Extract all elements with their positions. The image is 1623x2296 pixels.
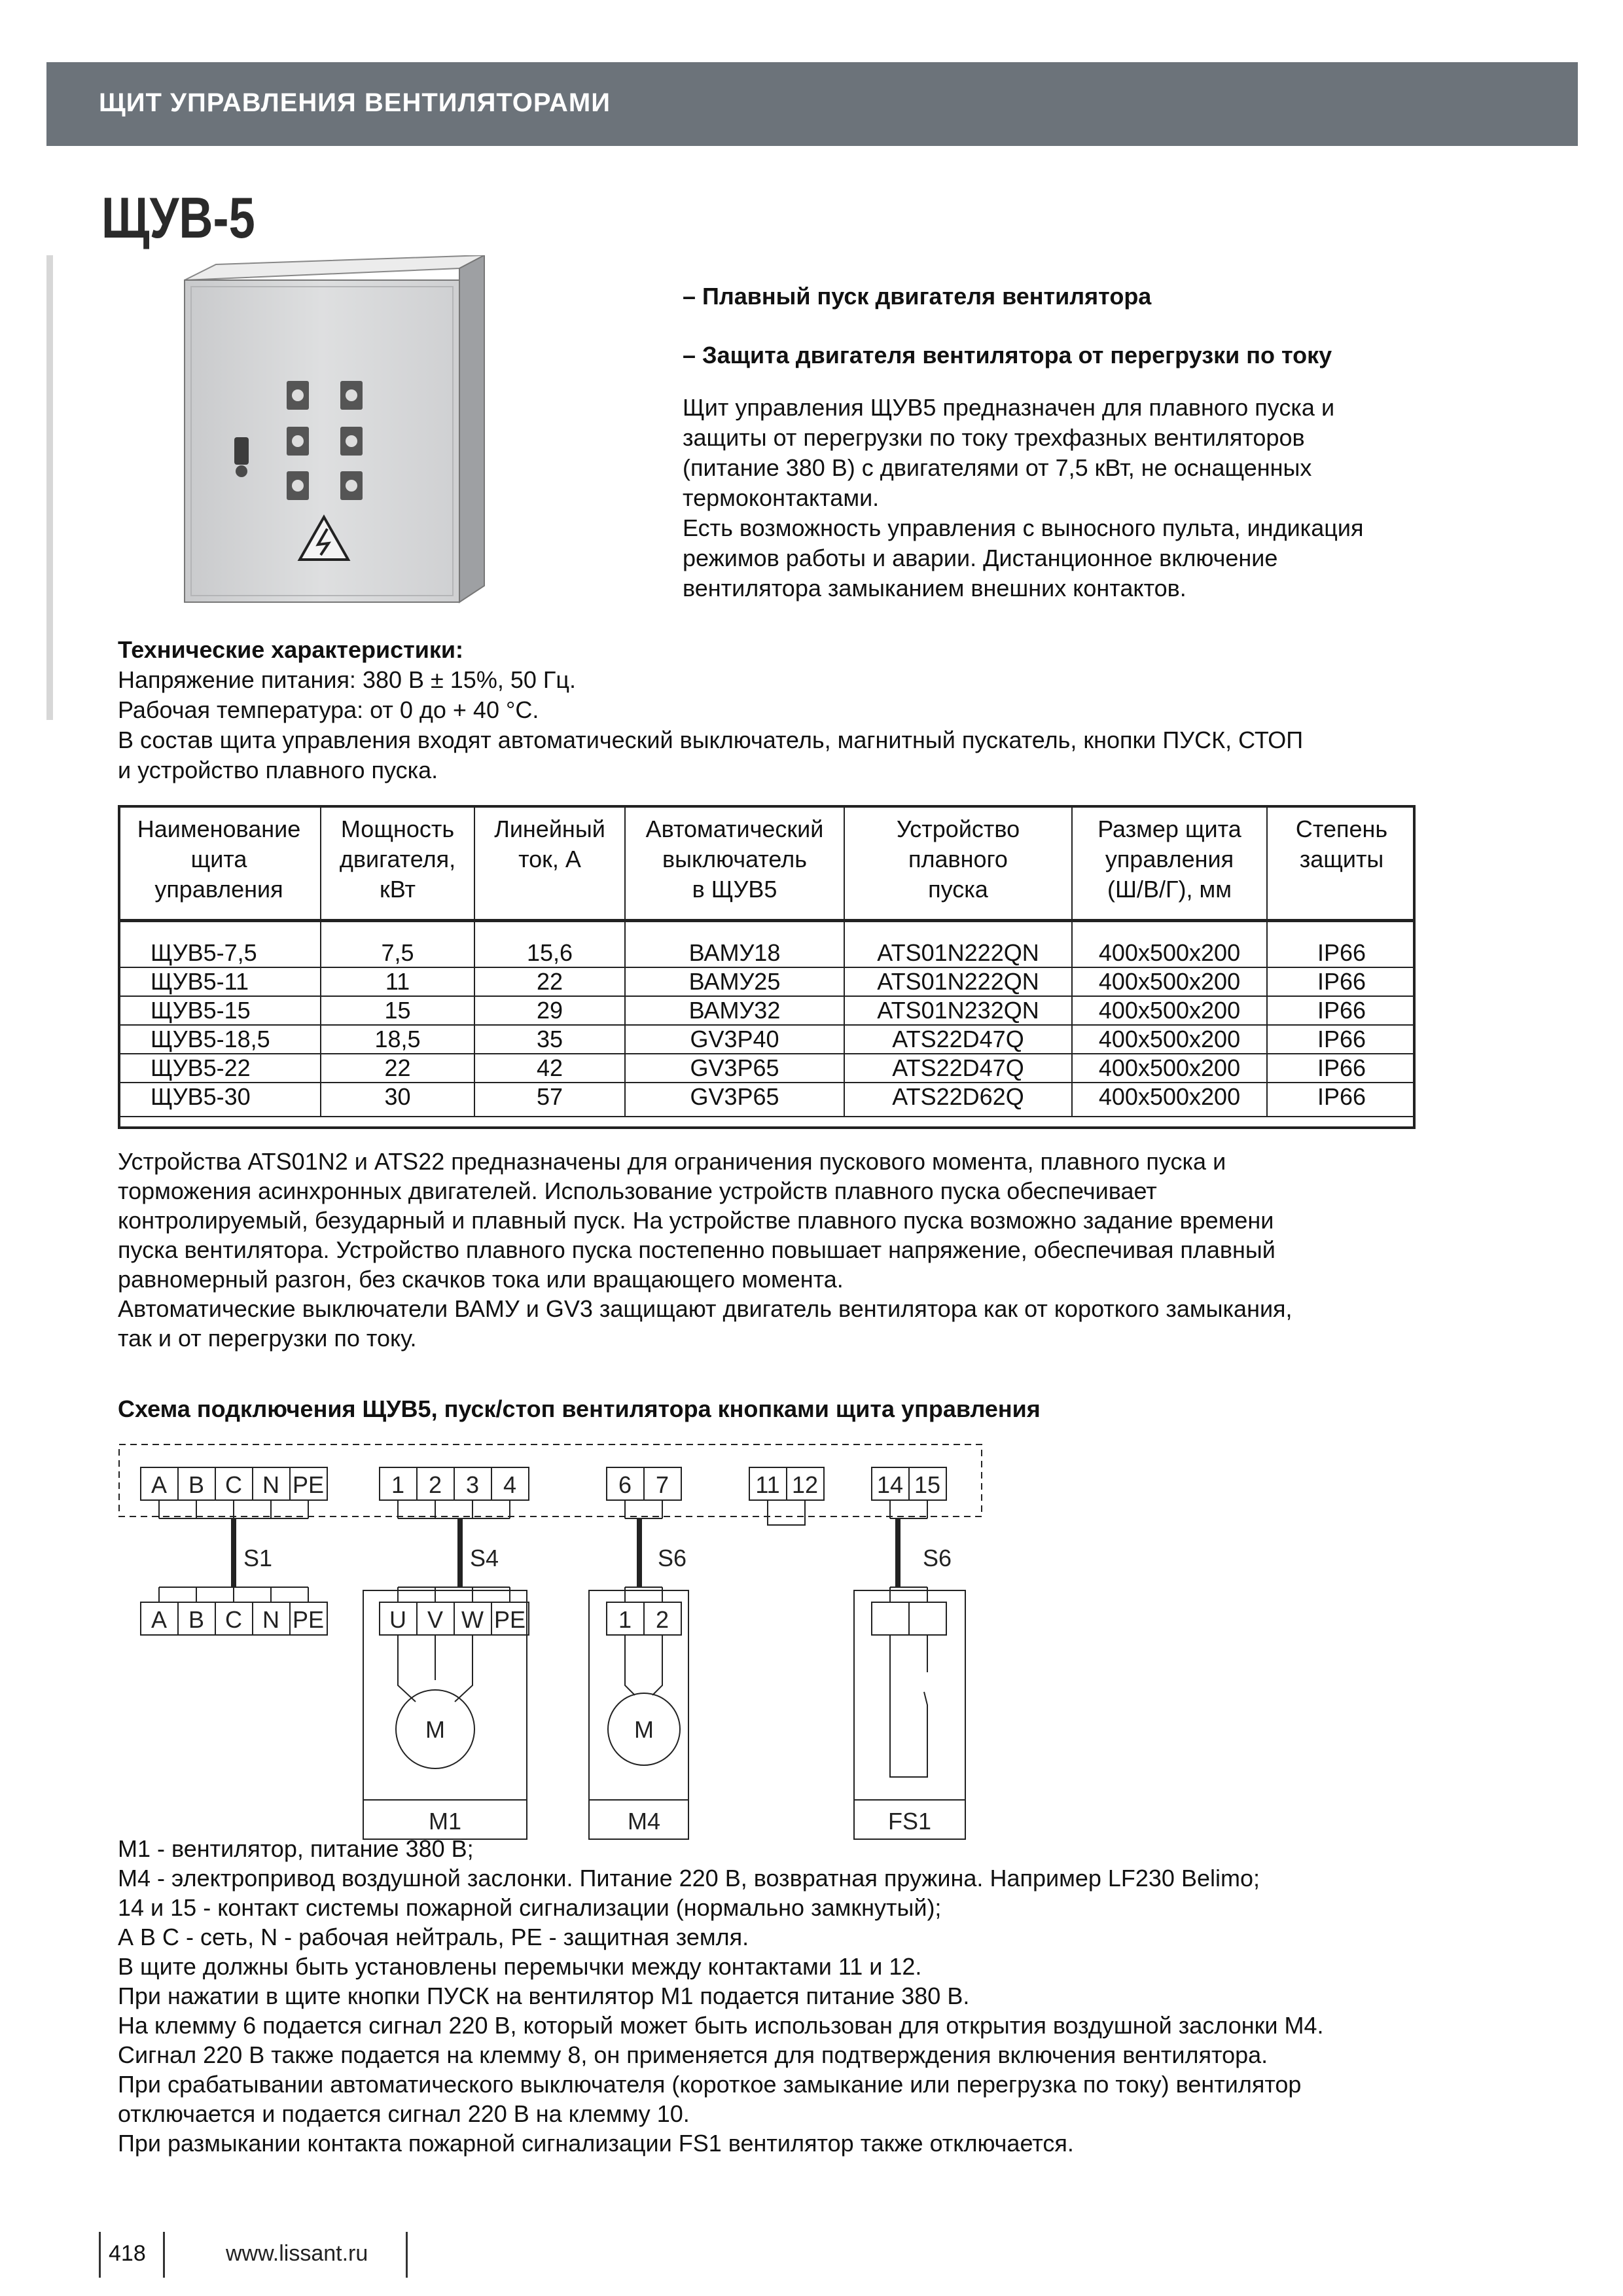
specs-line: Рабочая температура: от 0 до + 40 °С. [118, 696, 539, 723]
table-cell: 11 [321, 967, 474, 996]
table-cell: ATS01N232QN [844, 996, 1072, 1025]
table-cell: 30 [321, 1083, 474, 1117]
specifications [118, 635, 1492, 785]
device-m4 [589, 1590, 688, 1839]
cable-label: S6 [923, 1545, 952, 1571]
legend-line: М1 - вентилятор, питание 380 В; [118, 1835, 474, 1862]
terminal-label: A [151, 1606, 168, 1633]
table-cell: 29 [474, 996, 625, 1025]
legend-line: При нажатии в щите кнопки ПУСК на вентилятор М1 подается питание 380 В. [118, 1982, 970, 2009]
terminal-label: 2 [655, 1606, 669, 1633]
table-cell: ЩУВ5-7,5 [118, 921, 321, 968]
cable-label: S6 [658, 1545, 687, 1571]
table-cell: ATS22D62Q [844, 1083, 1072, 1117]
terminal-label: 12 [791, 1471, 819, 1498]
terminal-label: V [427, 1606, 444, 1633]
cable-label: S4 [470, 1545, 499, 1571]
table-cell: ЩУВ5-15 [118, 996, 321, 1025]
table-cell: 57 [474, 1083, 625, 1117]
table-row [118, 1025, 1416, 1054]
table-cell: ЩУВ5-18,5 [118, 1025, 321, 1054]
motor-label: M [425, 1716, 445, 1743]
description-line: режимов работы и аварии. Дистанционное включение [683, 545, 1278, 571]
cable-s1 [159, 1500, 308, 1602]
legend-line: Сигнал 220 В также подается на клемму 8, он применяется для подтверждения включения вентилятора. [118, 2041, 1268, 2068]
legend-line: 14 и 15 - контакт системы пожарной сигнализации (нормально замкнутый); [118, 1894, 942, 1921]
table-row [118, 967, 1416, 996]
terminal-label: U [389, 1606, 406, 1633]
terminal-label: 1 [391, 1471, 405, 1498]
description-line: термоконтактами. [683, 484, 880, 511]
column-header: Автоматический выключатель в ЩУВ5 [625, 805, 844, 921]
site-url[interactable]: www.lissant.ru [226, 2241, 368, 2266]
cable-s6-m4 [625, 1500, 662, 1602]
panel-border [119, 1444, 982, 1516]
table-cell: 15,6 [474, 921, 625, 968]
description-line: Есть возможность управления с выносного пульта, индикация [683, 514, 1364, 541]
model-title: ЩУВ-5 [101, 185, 255, 250]
table-cell: 35 [474, 1025, 625, 1054]
info-line: Устройства ATS01N2 и ATS22 предназначены для ограничения пускового момента, плавного пуска и [118, 1148, 1226, 1175]
legend-line: При срабатывании автоматического выключателя (короткое замыкание или перегрузка по току) вентилятор [118, 2071, 1302, 2098]
table-cell: 400x500x200 [1072, 996, 1267, 1025]
terminal-label: 15 [914, 1471, 941, 1498]
terminal-label: N [262, 1471, 279, 1498]
terminal-label: PE [493, 1606, 526, 1633]
table-cell: ЩУВ5-22 [118, 1054, 321, 1083]
terminal-label: A [151, 1471, 168, 1498]
table-cell: 400x500x200 [1072, 1025, 1267, 1054]
terminal-label: W [461, 1606, 484, 1633]
feature-overload-protection: – Защита двигателя вентилятора от перегрузки по току [683, 342, 1332, 368]
specs-line: и устройство плавного пуска. [118, 757, 438, 783]
info-line: торможения асинхронных двигателей. Использование устройств плавного пуска обеспечивает [118, 1177, 1157, 1204]
table-cell: 7,5 [321, 921, 474, 968]
column-header: Наименование щита управления [118, 805, 321, 921]
table-row [118, 996, 1416, 1025]
legend-line: В щите должны быть установлены перемычки между контактами 11 и 12. [118, 1953, 922, 1980]
table-cell: ATS01N222QN [844, 921, 1072, 968]
table-cell: ВАМУ25 [625, 967, 844, 996]
column-header: Линейный ток, А [474, 805, 625, 921]
table-cell: GV3P40 [625, 1025, 844, 1054]
column-header: Степень защиты [1267, 805, 1416, 921]
terminal-label: 4 [503, 1471, 517, 1498]
footer-divider [406, 2232, 408, 2278]
table-cell: 18,5 [321, 1025, 474, 1054]
table-cell: 42 [474, 1054, 625, 1083]
terminal-label: 2 [428, 1471, 442, 1498]
terminal-label: 6 [618, 1471, 632, 1498]
legend-line: При размыкании контакта пожарной сигнализации FS1 вентилятор также отключается. [118, 2130, 1074, 2157]
device-label: M1 [428, 1808, 462, 1835]
header-title: ЩИТ УПРАВЛЕНИЯ ВЕНТИЛЯТОРАМИ [99, 88, 611, 117]
description-line: (питание 380 В) с двигателями от 7,5 кВт, не оснащенных [683, 454, 1312, 481]
fire-contact [890, 1635, 927, 1777]
table-cell: 400x500x200 [1072, 1083, 1267, 1117]
models-table [118, 805, 1416, 1117]
table-cell: 400x500x200 [1072, 967, 1267, 996]
table-cell: IP66 [1267, 1025, 1416, 1054]
table-cell: 400x500x200 [1072, 1054, 1267, 1083]
terminal-label: 11 [755, 1471, 780, 1498]
column-header: Устройство плавного пуска [844, 805, 1072, 921]
info-line: контролируемый, безударный и плавный пуск. На устройстве плавного пуска возможно задание времени [118, 1207, 1274, 1234]
terminal-label: PE [292, 1471, 325, 1498]
terminal-label: C [225, 1471, 242, 1498]
info-line: Автоматические выключатели ВАМУ и GV3 защищают двигатель вентилятора как от короткого замыкания, [118, 1295, 1293, 1322]
terminal-label: 1 [618, 1606, 632, 1633]
specs-heading: Технические характеристики: [118, 636, 464, 663]
table-cell: ВАМУ18 [625, 921, 844, 968]
table-cell: GV3P65 [625, 1083, 844, 1117]
table-cell: IP66 [1267, 1054, 1416, 1083]
info-line: пуска вентилятора. Устройство плавного пуска постепенно повышает напряжение, обеспечивая плавный [118, 1236, 1275, 1263]
table-row [118, 1083, 1416, 1117]
cable-label: S1 [243, 1545, 273, 1571]
device-label: FS1 [887, 1808, 932, 1835]
table-cell: GV3P65 [625, 1054, 844, 1083]
table-cell: 15 [321, 996, 474, 1025]
motor-label: M [634, 1716, 654, 1743]
description-line: защиты от перегрузки по току трехфазных вентиляторов [683, 424, 1305, 451]
schema-title: Схема подключения ЩУВ5, пуск/стоп вентилятора кнопками щита управления [118, 1395, 1041, 1422]
table-cell: IP66 [1267, 1083, 1416, 1117]
legend-line: А В С - сеть, N - рабочая нейтраль, PE - защитная земля. [118, 1924, 749, 1950]
jumper-11-12 [768, 1500, 805, 1525]
table-row [118, 921, 1416, 968]
terminal-label: 14 [876, 1471, 904, 1498]
table-row [118, 1054, 1416, 1083]
terminal-label: B [188, 1471, 205, 1498]
table-cell: IP66 [1267, 921, 1416, 968]
table-cell: 22 [321, 1054, 474, 1083]
table-cell: ATS22D47Q [844, 1054, 1072, 1083]
wiring-diagram [111, 1437, 995, 1842]
terminal-label: B [188, 1606, 205, 1633]
terminal-label: 3 [465, 1471, 480, 1498]
legend-line: На клемму 6 подается сигнал 220 В, который может быть использован для открытия воздушной заслонки М4. [118, 2012, 1324, 2039]
cable-s6-fs1 [890, 1500, 927, 1602]
table-cell: ATS01N222QN [844, 967, 1072, 996]
table-cell: ЩУВ5-11 [118, 967, 321, 996]
terminal-label: PE [292, 1606, 325, 1633]
cabinet-image [177, 255, 491, 609]
description-line: вентилятора замыканием внешних контактов. [683, 575, 1186, 601]
info-line: так и от перегрузки по току. [118, 1325, 417, 1352]
table-cell: IP66 [1267, 967, 1416, 996]
terminal-label: C [225, 1606, 242, 1633]
table-cell: 400x500x200 [1072, 921, 1267, 968]
page-number: 418 [109, 2241, 146, 2266]
feature-soft-start: – Плавный пуск двигателя вентилятора [683, 283, 1152, 310]
description-line: Щит управления ЩУВ5 предназначен для плавного пуска и [683, 394, 1335, 421]
specs-line: Напряжение питания: 380 В ± 15%, 50 Гц. [118, 666, 576, 693]
column-header: Мощность двигателя, кВт [321, 805, 474, 921]
description [683, 393, 1560, 603]
device-label: M4 [627, 1808, 661, 1835]
info-line: равномерный разгон, без скачков тока или вращающего момента. [118, 1266, 844, 1293]
table-cell: ВАМУ32 [625, 996, 844, 1025]
legend-line: М4 - электропривод воздушной заслонки. Питание 220 В, возвратная пружина. Например LF230 Belimo; [118, 1865, 1260, 1892]
terminal-label: N [262, 1606, 279, 1633]
devices-info [118, 1147, 1525, 1353]
page-header-bar [46, 62, 1578, 146]
table-cell: ЩУВ5-30 [118, 1083, 321, 1117]
side-divider [46, 255, 53, 720]
page-number-box [99, 2232, 165, 2278]
diagram-legend [118, 1834, 1558, 2158]
table-cell: 22 [474, 967, 625, 996]
specs-line: В состав щита управления входят автоматический выключатель, магнитный пускатель, кнопки ПУСК, СТОП [118, 726, 1304, 753]
legend-line: отключается и подается сигнал 220 В на клемму 10. [118, 2100, 690, 2127]
table-cell: IP66 [1267, 996, 1416, 1025]
column-header: Размер щита управления (Ш/В/Г), мм [1072, 805, 1267, 921]
table-header-row [118, 805, 1416, 921]
table-cell: ATS22D47Q [844, 1025, 1072, 1054]
terminal-label: 7 [655, 1471, 669, 1498]
